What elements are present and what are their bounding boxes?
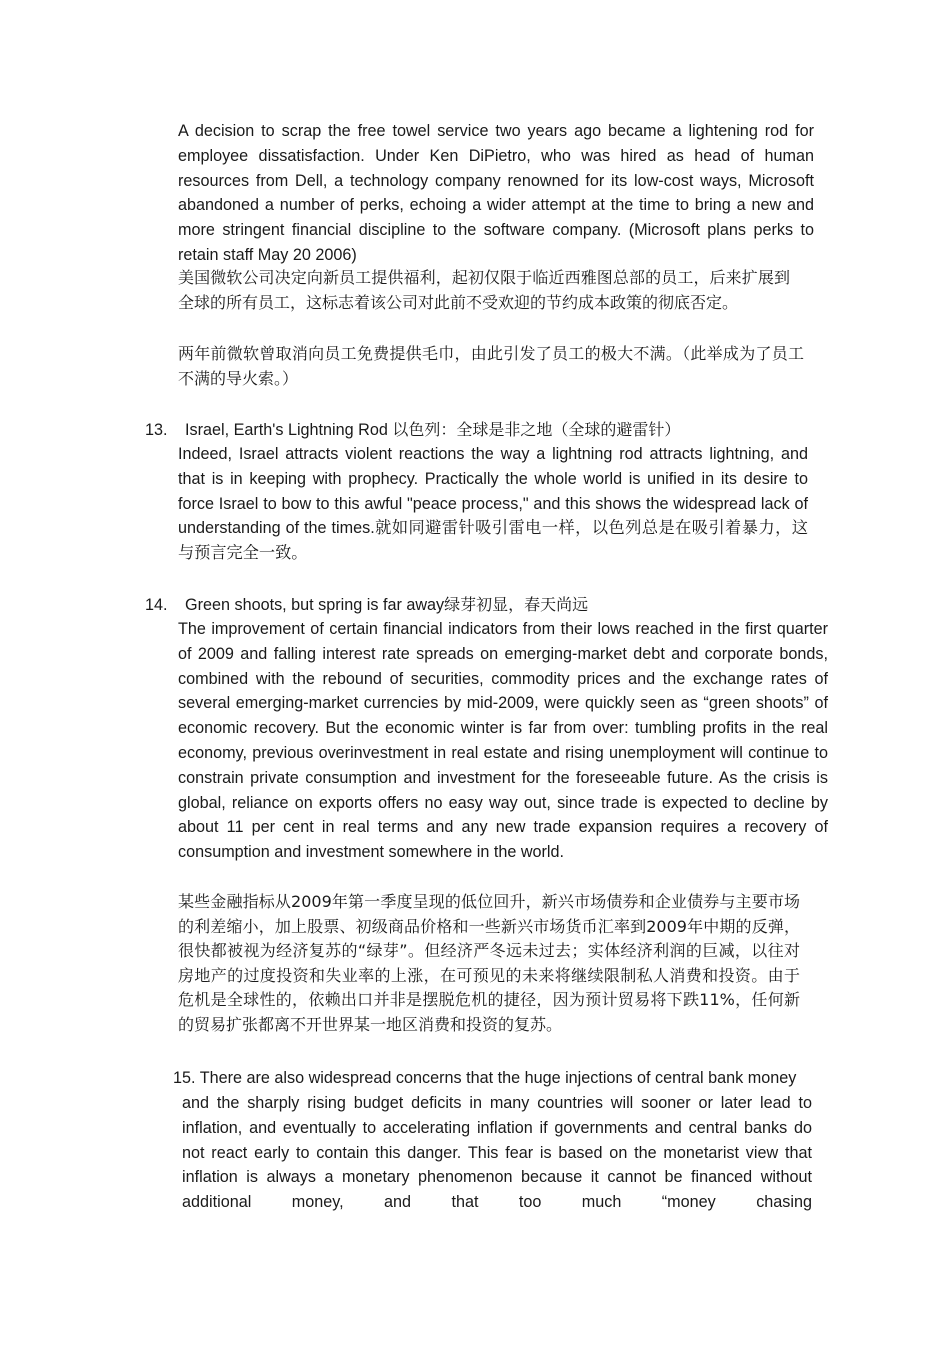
paragraph-text: A decision to scrap the free towel service two years ago became a lightening rod for employee dissatisfaction. Under Ken DiPietro, who was hired as head of human resources from Dell, a technology company renowned for its low-cost ways, Microsoft abandoned a number of perks, echoing a wider attempt at the time to bring a new and more stringent financial discipline to the software company. (Microsoft plans perks to retain staff May 20 2006) (178, 122, 814, 264)
paragraph-text: 两年前微软曾取消向员工免费提供毛巾，由此引发了员工的极大不满。（此举成为了员工不满的导火索。） (178, 344, 804, 388)
item-number: 13. (145, 421, 168, 439)
item-number: 14. (145, 596, 168, 614)
heading-english: Israel, Earth's Lightning Rod (185, 421, 388, 439)
heading-chinese: 绿芽初显，春天尚远 (444, 595, 589, 614)
item-14-chinese-paragraph (178, 890, 800, 1037)
item-number: 15. (173, 1069, 196, 1087)
paragraph-text: The improvement of certain financial indicators from their lows reached in the first quarter of 2009 and falling interest rate spreads on emerging-market debt and corporate bonds, combined with the rebound of securities, commodity prices and the exchange rates of several emerging-market currencies by mid-2009, were quickly seen as “green shoots” of economic recovery. But the economic winter is far from over: tumbling profits in the real economy, previous overinvestment in real estate and rising unemployment will continue to constrain private consumption and investment for the foreseeable future. As the crisis is global, reliance on exports offers no easy way out, since trade is expected to decline by about 11 per cent in real terms and any new trade expansion requires a recovery of consumption and investment somewhere in the world. (178, 620, 828, 862)
heading-text: There are also widespread concerns that the huge injections of central bank money (199, 1069, 797, 1087)
item-12-chinese-paragraph-2 (178, 342, 804, 391)
item-15-body (182, 1091, 812, 1215)
item-15-heading (173, 1066, 815, 1091)
item-12-english-paragraph (178, 119, 814, 268)
heading-chinese: 以色列：全球是非之地（全球的避雷针） (392, 420, 681, 439)
item-13-body (178, 442, 808, 566)
paragraph-text: 某些金融指标从2009年第一季度呈现的低位回升，新兴市场债券和企业债券与主要市场的利差缩小，加上股票、初级商品价格和一些新兴市场货币汇率到2009年中期的反弹，很快都被视为经济复苏的“绿芽”。但经济严冬远未过去；实体经济利润的巨减，以往对房地产的过度投资和失业率的上涨，在可预见的未来将继续限制私人消费和投资。由于危机是全球性的，依赖出口并非是摆脱危机的捷径，因为预计贸易将下跌11%，任何新的贸易扩张都离不开世界某一地区消费和投资的复苏。 (178, 892, 800, 1034)
item-12-chinese-paragraph-1 (178, 266, 790, 315)
item-14-english-paragraph (178, 617, 828, 865)
heading-english: Green shoots, but spring is far away (185, 596, 445, 614)
paragraph-text: Indeed, Israel attracts violent reactions the way a lightning rod attracts lightning, and that is in keeping with prophecy. Practically the whole world is unified in its desire to force Israel to bow to this awful "peace process," and this shows the widespread lack of understanding of the times.就如同避雷针吸引雷电一样，以色列总是在吸引着暴力，这与预言完全一致。 (178, 445, 808, 563)
item-13-heading (145, 418, 825, 443)
item-14-heading (145, 593, 825, 618)
paragraph-text: 美国微软公司决定向新员工提供福利，起初仅限于临近西雅图总部的员工，后来扩展到全球的所有员工，这标志着该公司对此前不受欢迎的节约成本政策的彻底否定。 (178, 268, 790, 312)
paragraph-text: and the sharply rising budget deficits in many countries will sooner or later lead to inflation, and eventually to accelerating inflation if governments and central banks do not react early to contain this danger. This fear is based on the monetarist view that inflation is always a monetary phenomenon because it cannot be financed without additional money, and that too much “money chasing (182, 1094, 812, 1212)
